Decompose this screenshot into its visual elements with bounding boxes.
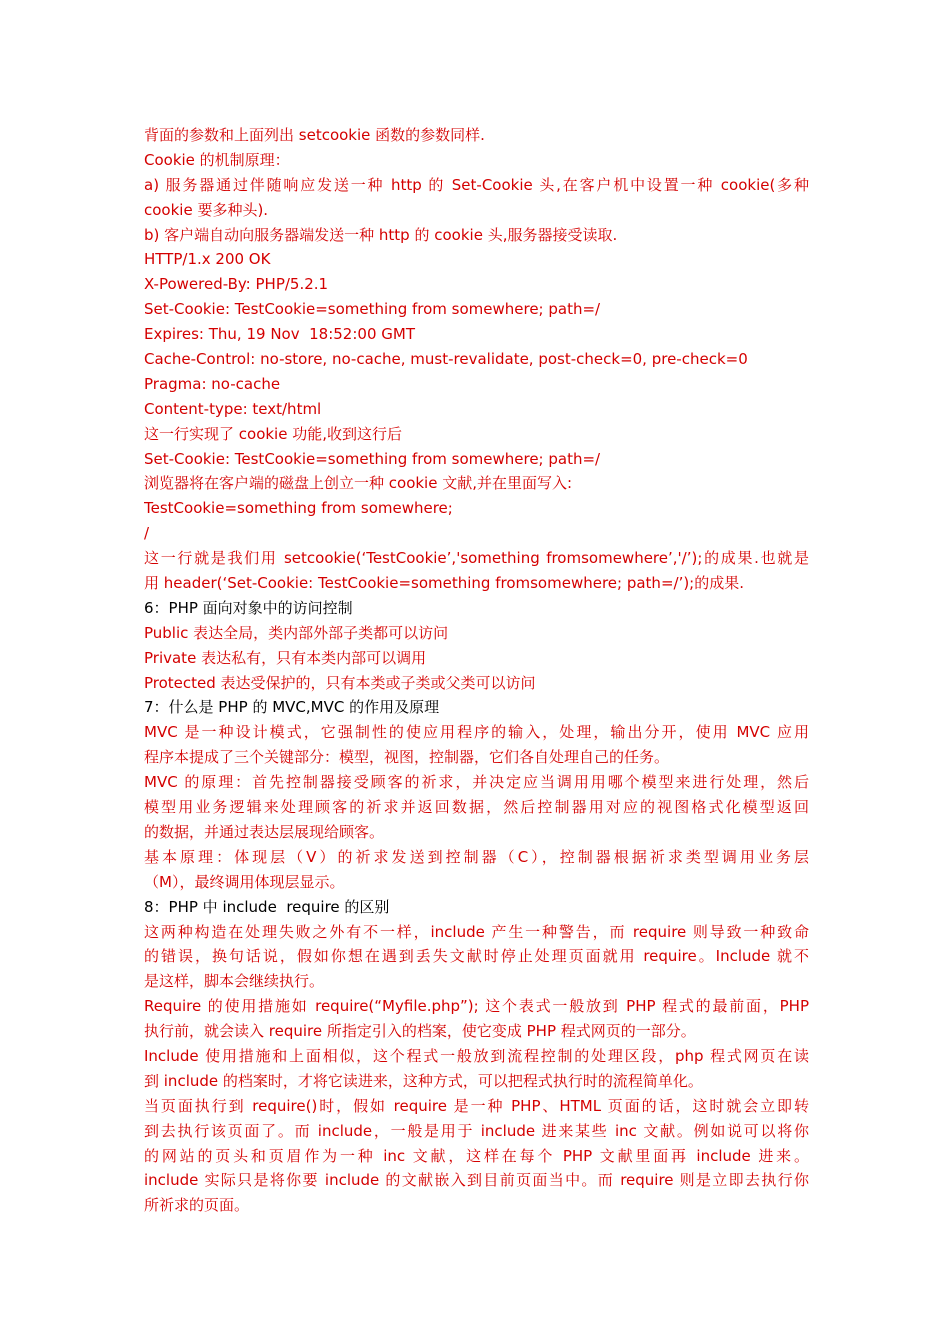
text-line: 浏览器将在客户端的磁盘上创立一种 cookie 文献,并在里面写入: — [144, 474, 573, 493]
text-line: cookie 要多种头). — [144, 200, 269, 219]
document-page — [144, 123, 809, 1218]
text-line: MVC 的原理：首先控制器接受顾客的祈求，并决定应当调用用哪个模型来进行处理，然后 — [144, 773, 809, 792]
text-line: Private 表达私有，只有本类内部可以调用 — [144, 648, 427, 667]
text-line: 的错误，换句话说，假如你想在遇到丢失文献时停止处理页面就用 require。Include 就不 — [144, 947, 809, 966]
text-line: / — [144, 524, 150, 543]
text-line: Require 的使用措施如 require(“Myfile.php”); 这个表式一般放到 PHP 程式的最前面，PHP — [144, 997, 809, 1016]
text-line: 当页面执行到 require()时，假如 require 是一种 PHP、HTML 页面的话，这时就会立即转 — [144, 1096, 809, 1115]
text-line: X-Powered-By: PHP/5.2.1 — [144, 275, 329, 294]
text-line: TestCookie=something from somewhere; — [144, 499, 453, 518]
text-line: 到去执行该页面了。而 include，一般是用于 include 进来某些 inc 文献。例如说可以将你 — [144, 1121, 809, 1140]
text-line: 程序本提成了三个关键部分：模型，视图，控制器，它们各自处理自己的任务。 — [144, 748, 670, 767]
text-line: Expires: Thu, 19 Nov 18:52:00 GMT — [144, 325, 415, 344]
text-line: 执行前，就会读入 require 所指定引入的档案，使它变成 PHP 程式网页的一部分。 — [144, 1022, 696, 1041]
text-line: 用 header(‘Set-Cookie: TestCookie=something fromsomewhere; path=/’);的成果. — [144, 574, 745, 593]
text-line: 的网站的页头和页眉作为一种 inc 文献，这样在每个 PHP 文献里面再 include 进来。 — [144, 1146, 809, 1165]
text-line: （M），最终调用体现层显示。 — [144, 872, 345, 891]
text-line: Cache-Control: no-store, no-cache, must-revalidate, post-check=0, pre-check=0 — [144, 350, 748, 369]
text-line: 模型用业务逻辑来处理顾客的祈求并返回数据，然后控制器用对应的视图格式化模型返回 — [144, 798, 809, 817]
text-line: HTTP/1.x 200 OK — [144, 250, 271, 269]
text-line: 到 include 的档案时，才将它读进来，这种方式，可以把程式执行时的流程简单化。 — [144, 1071, 703, 1090]
text-line: 这两种构造在处理失败之外有不一样，include 产生一种警告，而 require 则导致一种致命 — [144, 922, 809, 941]
text-line: Content-type: text/html — [144, 399, 322, 418]
text-line: a) 服务器通过伴随响应发送一种 http 的 Set-Cookie 头,在客户机中设置一种 cookie(多种 — [144, 175, 809, 194]
section-heading: 7：什么是 PHP 的 MVC,MVC 的作用及原理 — [144, 698, 440, 717]
text-line: Set-Cookie: TestCookie=something from somewhere; path=/ — [144, 300, 601, 319]
text-line: b) 客户端自动向服务器端发送一种 http 的 cookie 头,服务器接受读取. — [144, 225, 618, 244]
section-heading: 6：PHP 面向对象中的访问控制 — [144, 598, 353, 617]
text-line: 所祈求的页面。 — [144, 1196, 250, 1215]
text-line: Public 表达全局，类内部外部子类都可以访问 — [144, 623, 449, 642]
text-line: Set-Cookie: TestCookie=something from somewhere; path=/ — [144, 449, 601, 468]
text-line: include 实际只是将你要 include 的文献嵌入到目前页面当中。而 require 则是立即去执行你 — [144, 1171, 809, 1190]
text-line: 这一行就是我们用 setcookie(‘TestCookie’,'something fromsomewhere’,'/’);的成果.也就是 — [144, 549, 809, 568]
text-line: Include 使用措施和上面相似，这个程式一般放到流程控制的处理区段，php 程式网页在读 — [144, 1046, 809, 1065]
text-line: 背面的参数和上面列出 setcookie 函数的参数同样. — [144, 126, 485, 144]
text-line: 基本原理：体现层（V）的祈求发送到控制器（C），控制器根据祈求类型调用业务层 — [144, 847, 809, 866]
text-line: 的数据，并通过表达层展现给顾客。 — [144, 822, 385, 841]
section-heading: 8：PHP 中 include require 的区别 — [144, 897, 390, 916]
text-line: Protected 表达受保护的，只有本类或子类或父类可以访问 — [144, 673, 536, 692]
text-line: 是这样，脚本会继续执行。 — [144, 972, 325, 991]
text-line: Cookie 的机制原理： — [144, 150, 290, 169]
text-line: 这一行实现了 cookie 功能,收到这行后 — [144, 424, 402, 443]
text-line: Pragma: no-cache — [144, 374, 281, 393]
text-line: MVC 是一种设计模式，它强制性的使应用程序的输入，处理，输出分开，使用 MVC 应用 — [144, 723, 809, 742]
